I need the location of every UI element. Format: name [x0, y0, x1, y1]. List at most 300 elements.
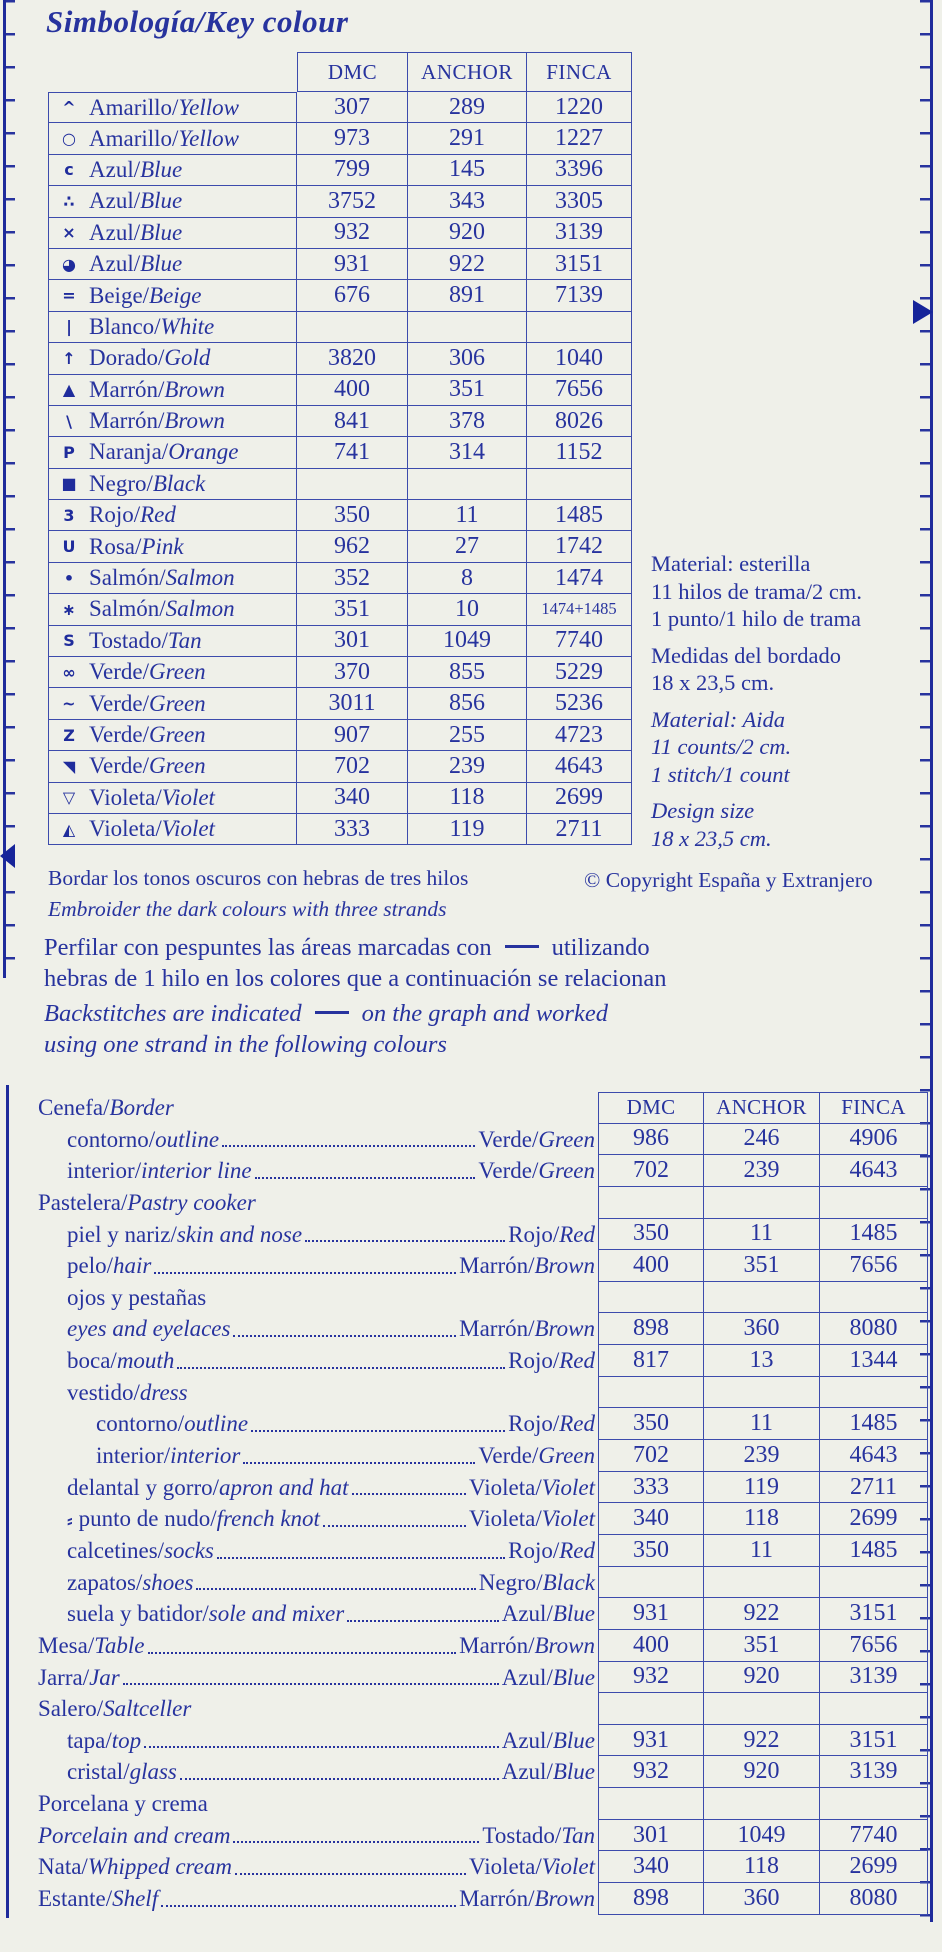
backstitch-cell-anchor — [704, 1187, 820, 1219]
backstitch-table-row — [598, 1788, 928, 1820]
backstitch-table-row — [598, 1219, 928, 1251]
backstitch-table-row — [598, 1503, 928, 1535]
colour-name-es: Verde — [89, 659, 143, 685]
item-label-es: interior — [96, 1443, 164, 1469]
slash: / — [161, 627, 168, 653]
slash: / — [159, 565, 166, 591]
item-label-en: Porcelain and cream — [38, 1822, 231, 1848]
backstitch-table-row — [598, 1345, 928, 1377]
backstitch-cell-finca: 2699 — [820, 1503, 928, 1535]
slash: / — [554, 1822, 562, 1848]
slash: / — [142, 722, 150, 747]
dot-leader — [154, 1272, 456, 1274]
backstitch-list-row — [38, 1345, 595, 1377]
key-row-name — [48, 155, 297, 186]
backstitch-intro-es-line2: hebras de 1 hilo en los colores que a continuación se relacionan — [44, 964, 667, 992]
backstitch-cell-dmc: 350 — [598, 1219, 704, 1251]
colour-name-en: Blue — [140, 251, 183, 277]
item-colour-es: Violeta — [469, 1474, 536, 1500]
key-table-row — [48, 406, 632, 437]
colour-name-en: Gold — [164, 345, 211, 371]
backstitch-cell-dmc: 400 — [598, 1630, 704, 1662]
colour-name-en: Green — [149, 690, 206, 716]
slash: / — [535, 1854, 542, 1880]
key-cell-finca: 1474+1485 — [527, 594, 632, 625]
key-cell-anchor: 8 — [408, 563, 527, 594]
item-colour-es: Verde — [478, 1126, 532, 1152]
slash: / — [87, 1632, 95, 1658]
item-label-es: zapatos — [67, 1569, 136, 1595]
item-colour-en: Violet — [541, 1506, 595, 1532]
material-note-line: Material: esterilla — [651, 551, 811, 576]
key-table-row — [48, 375, 632, 406]
slash: / — [110, 1348, 117, 1374]
slash: / — [148, 1126, 156, 1152]
caret-symbol: ^ — [62, 98, 76, 118]
material-note-line: 11 hilos de trama/2 cm. — [651, 578, 862, 604]
backstitch-cell-anchor: 920 — [704, 1756, 820, 1788]
colour-name-en: Red — [140, 502, 176, 528]
item-colour-en: Brown — [534, 1632, 595, 1658]
backstitch-cell-dmc: 340 — [598, 1503, 704, 1535]
slash: / — [536, 1569, 543, 1595]
item-label-en: dress — [139, 1379, 188, 1405]
backstitch-cell-finca: 8080 — [820, 1883, 928, 1915]
backstitch-cell-anchor: 922 — [704, 1725, 820, 1757]
item-label-en: french knot — [216, 1506, 320, 1532]
item-colour-es: Azul — [501, 1601, 547, 1627]
backstitch-cell-dmc: 931 — [598, 1725, 704, 1757]
slash: / — [528, 1886, 535, 1912]
key-cell-dmc: 932 — [297, 218, 408, 249]
dark-colours-note-en: Embroider the dark colours with three strands — [48, 897, 447, 921]
backstitch-table-row — [598, 1282, 928, 1314]
dot-leader — [222, 1145, 475, 1147]
key-cell-finca: 3139 — [527, 218, 632, 249]
letter-s-symbol: S — [63, 631, 75, 651]
key-cell-finca: 7139 — [527, 280, 632, 311]
slash: / — [121, 1189, 128, 1215]
key-table-row — [48, 437, 632, 468]
triangle-half-filled-symbol: ◭ — [62, 819, 76, 839]
backstitch-cell-finca: 4643 — [820, 1440, 928, 1472]
key-cell-anchor: 922 — [408, 249, 527, 280]
key-row-name — [48, 123, 297, 154]
item-colour-en: Red — [559, 1537, 595, 1563]
asterisk-symbol: ∗ — [62, 599, 76, 619]
key-table-row — [48, 186, 632, 217]
backstitch-cell-anchor: 360 — [704, 1313, 820, 1345]
item-label-en: glass — [129, 1759, 177, 1785]
colour-name-es: Verde — [89, 753, 143, 779]
item-label-en: outline — [184, 1411, 249, 1437]
key-cell-finca: 5229 — [527, 657, 632, 688]
item-colour-en: Blue — [552, 1664, 595, 1690]
backstitch-table-row — [598, 1377, 928, 1409]
backstitch-cell-dmc: 931 — [598, 1598, 704, 1630]
key-cell-anchor: 343 — [408, 186, 527, 217]
backstitch-cell-dmc: 350 — [598, 1408, 704, 1440]
colour-name-es: Negro — [89, 470, 147, 496]
backstitch-cell-anchor: 1049 — [704, 1820, 820, 1852]
material-notes — [651, 550, 936, 861]
backstitch-cell-finca: 2699 — [820, 1851, 928, 1883]
item-colour-es: Marrón — [459, 1886, 529, 1912]
item-colour-en: Tan — [561, 1822, 595, 1848]
key-cell-anchor: 10 — [408, 594, 527, 625]
backstitch-list-row — [38, 1693, 595, 1725]
key-table-row — [48, 155, 632, 186]
slash: / — [105, 1727, 112, 1753]
slash: / — [135, 1569, 143, 1595]
backstitch-cell-dmc: 301 — [598, 1820, 704, 1852]
key-cell-dmc: 340 — [297, 783, 408, 814]
key-colour-table — [48, 52, 632, 845]
key-row-name — [48, 218, 297, 249]
backstitch-cell-anchor — [704, 1788, 820, 1820]
item-label-en: eyes and eyelaces — [67, 1316, 231, 1342]
item-label-en: Whipped cream — [87, 1854, 232, 1880]
dot-leader — [144, 1746, 499, 1748]
slash: / — [170, 1221, 177, 1247]
dot-leader — [217, 1557, 505, 1559]
slash: / — [157, 376, 165, 402]
key-cell-anchor: 306 — [408, 343, 527, 374]
key-cell-anchor: 119 — [408, 814, 527, 845]
backstitch-list-row — [38, 1630, 595, 1662]
key-cell-dmc: 307 — [297, 92, 408, 123]
key-cell-dmc: 931 — [297, 249, 408, 280]
key-cell-anchor: 291 — [408, 123, 527, 154]
backstitch-cell-dmc — [598, 1693, 704, 1725]
backstitch-table-row — [598, 1756, 928, 1788]
cross-symbol: × — [62, 223, 76, 243]
key-cell-dmc — [297, 469, 408, 500]
key-row-name — [48, 720, 297, 751]
colour-name-es: Azul — [89, 156, 134, 182]
key-cell-anchor: 289 — [408, 92, 527, 123]
key-cell-anchor: 920 — [408, 218, 527, 249]
slash: / — [552, 1537, 560, 1563]
slash: / — [161, 439, 169, 465]
backstitch-list-row — [38, 1883, 595, 1915]
dot-leader — [123, 1683, 499, 1685]
colour-name-es: Salmón — [89, 565, 160, 591]
slash: / — [172, 94, 179, 120]
backstitch-cell-anchor: 11 — [704, 1408, 820, 1440]
backstitch-cell-anchor: 11 — [704, 1219, 820, 1251]
backstitch-cell-anchor — [704, 1693, 820, 1725]
key-cell-dmc: 350 — [297, 500, 408, 531]
colour-name-es: Tostado — [89, 627, 162, 653]
key-table-row — [48, 594, 632, 625]
colour-name-es: Violeta — [89, 816, 156, 842]
colour-name-en: Green — [149, 659, 206, 685]
slash: / — [535, 1506, 542, 1532]
backstitch-table-row — [598, 1598, 928, 1630]
item-label-en: Table — [94, 1632, 145, 1658]
key-row-name — [48, 406, 297, 437]
triangle-filled-symbol: ▲ — [62, 380, 76, 400]
backstitch-cell-finca: 7740 — [820, 1820, 928, 1852]
key-row-name — [48, 343, 297, 374]
slash: / — [157, 408, 165, 434]
backstitch-list-row — [38, 1282, 595, 1314]
left-arrow-icon — [0, 844, 15, 868]
key-row-name — [48, 500, 297, 531]
page-title: Simbología/Key colour — [46, 4, 349, 39]
colour-name-es: Marrón — [89, 376, 158, 402]
backstitch-table-header — [598, 1092, 928, 1124]
key-row-name — [48, 312, 297, 343]
backstitch-table-rows — [598, 1124, 928, 1915]
item-colour-es: Violeta — [469, 1506, 536, 1532]
section-left-border-line — [6, 1085, 9, 1918]
colour-name-en: Yellow — [178, 125, 239, 151]
item-colour-es: Marrón — [459, 1253, 529, 1279]
colour-name-es: Marrón — [89, 408, 158, 434]
colour-name-en: Brown — [164, 376, 225, 402]
backstitch-cell-dmc: 932 — [598, 1662, 704, 1694]
material-note-es-size — [651, 642, 936, 697]
backstitch-table-row — [598, 1630, 928, 1662]
backstitch-cell-finca: 7656 — [820, 1250, 928, 1282]
slash: / — [146, 470, 153, 496]
item-label-es: Mesa — [38, 1632, 88, 1658]
item-colour-en: Brown — [534, 1253, 595, 1279]
slash: / — [133, 156, 141, 182]
backstitch-list-row — [38, 1503, 595, 1535]
colour-name-en: Violet — [161, 784, 215, 810]
key-cell-dmc: 3752 — [297, 186, 408, 217]
key-row-name — [48, 437, 297, 468]
backstitch-list-row — [38, 1820, 595, 1852]
dot-leader — [347, 1620, 499, 1622]
dot-symbol: • — [63, 568, 75, 588]
colour-name-es: Blanco — [89, 313, 155, 339]
backstitch-cell-anchor: 118 — [704, 1851, 820, 1883]
key-cell-dmc: 702 — [297, 751, 408, 782]
key-cell-dmc: 3011 — [297, 688, 408, 719]
key-row-name — [48, 783, 297, 814]
backstitch-list-row — [38, 1725, 595, 1757]
item-colour-es: Marrón — [459, 1316, 529, 1342]
colour-name-en: Violet — [161, 816, 215, 842]
key-table-row — [48, 720, 632, 751]
pie-circle-symbol: ◕ — [62, 254, 76, 274]
item-label-es: Porcelana y crema — [38, 1791, 208, 1817]
backstitch-cell-dmc: 817 — [598, 1345, 704, 1377]
colour-name-en: White — [160, 313, 215, 339]
key-row-name — [48, 469, 297, 500]
slash: / — [202, 1601, 209, 1627]
dot-leader — [161, 1905, 456, 1907]
slash: / — [142, 659, 150, 685]
backstitch-table-row — [598, 1535, 928, 1567]
key-table-row — [48, 312, 632, 343]
bar-symbol: | — [66, 317, 72, 337]
backstitch-list-row — [38, 1124, 595, 1156]
slash: / — [210, 1506, 217, 1532]
slash: / — [157, 345, 165, 371]
backstitch-cell-anchor: 360 — [704, 1883, 820, 1915]
key-cell-finca: 2711 — [527, 814, 632, 845]
slash: / — [531, 1126, 539, 1152]
key-header-dmc: DMC — [297, 52, 408, 92]
backstitch-cell-anchor: 351 — [704, 1630, 820, 1662]
backstitch-table-row — [598, 1820, 928, 1852]
item-label-en: interior — [170, 1443, 241, 1469]
backstitch-list-row — [38, 1851, 595, 1883]
dot-leader — [177, 1367, 505, 1369]
material-note-line: 18 x 23,5 cm. — [651, 670, 775, 695]
backstitch-cell-dmc: 350 — [598, 1535, 704, 1567]
slash: / — [177, 1411, 185, 1437]
dot-leader — [180, 1778, 499, 1780]
key-table-row — [48, 249, 632, 280]
colour-name-en: Yellow — [178, 94, 239, 120]
key-table-row — [48, 783, 632, 814]
key-row-name — [48, 626, 297, 657]
item-label-en: Border — [109, 1095, 174, 1120]
key-cell-anchor: 118 — [408, 783, 527, 814]
dot-leader — [243, 1462, 475, 1464]
french-knot-symbol: ⸗ — [67, 1511, 73, 1532]
backstitch-cell-finca: 1344 — [820, 1345, 928, 1377]
item-colour-en: Blue — [552, 1601, 595, 1627]
item-colour-en: Brown — [534, 1886, 595, 1912]
key-cell-finca: 1227 — [527, 123, 632, 154]
backstitch-mark-icon — [315, 1011, 349, 1014]
dot-leader — [233, 1335, 456, 1337]
backstitch-table-row — [598, 1250, 928, 1282]
key-cell-anchor: 239 — [408, 751, 527, 782]
slash: / — [142, 282, 150, 308]
key-cell-dmc: 676 — [297, 280, 408, 311]
item-colour-en: Green — [538, 1126, 595, 1152]
colour-name-en: Brown — [164, 408, 225, 434]
equals-symbol: = — [62, 286, 76, 306]
colour-name-es: Verde — [89, 722, 143, 747]
key-cell-finca: 3151 — [527, 249, 632, 280]
backstitch-table-row — [598, 1408, 928, 1440]
slash: / — [154, 313, 161, 339]
backstitch-cell-finca: 4643 — [820, 1155, 928, 1187]
key-cell-finca — [527, 312, 632, 343]
slash: / — [531, 1443, 539, 1469]
item-label-es: Pastelera — [38, 1189, 122, 1215]
key-cell-anchor: 314 — [408, 437, 527, 468]
key-cell-dmc: 400 — [297, 375, 408, 406]
key-cell-finca: 2699 — [527, 783, 632, 814]
backstitch-cell-anchor: 922 — [704, 1598, 820, 1630]
colour-name-es: Rojo — [89, 502, 134, 528]
backstitch-table — [598, 1092, 928, 1915]
backstitch-cell-anchor: 239 — [704, 1440, 820, 1472]
item-colour-en: Violet — [541, 1474, 595, 1500]
backstitch-cell-dmc: 400 — [598, 1250, 704, 1282]
colour-name-es: Violeta — [89, 784, 156, 810]
item-label-en: sole and mixer — [208, 1601, 345, 1627]
item-colour-en: Green — [538, 1443, 595, 1469]
item-label-es: cristal — [67, 1759, 124, 1785]
backstitch-list-row — [38, 1187, 595, 1219]
material-note-line: 1 stitch/1 count — [651, 761, 790, 787]
key-cell-finca: 7656 — [527, 375, 632, 406]
item-label-es: ojos y pestañas — [67, 1284, 207, 1310]
dot-leader — [352, 1493, 467, 1495]
letter-c-symbol: c — [64, 160, 74, 180]
slash: / — [155, 784, 162, 810]
item-label-en: top — [111, 1727, 142, 1753]
slash: / — [546, 1664, 553, 1690]
circle-outline-symbol: ○ — [62, 129, 76, 149]
material-note-es-fabric — [651, 550, 936, 633]
backstitch-cell-finca: 1485 — [820, 1535, 928, 1567]
backstitch-table-row — [598, 1662, 928, 1694]
backstitch-cell-finca — [820, 1282, 928, 1314]
key-row-name — [48, 688, 297, 719]
letter-z-symbol: Z — [63, 725, 75, 745]
dot-leader — [148, 1652, 457, 1654]
grid-ruler-left-ticks — [6, 0, 15, 978]
colour-name-en: Green — [149, 753, 206, 779]
grid-ruler-right-line — [930, 0, 933, 1922]
triangle-down-outline-symbol: ▽ — [62, 788, 76, 808]
item-label-en: apron and hat — [219, 1474, 349, 1500]
slash: / — [133, 502, 141, 528]
material-note-line: Medidas del bordado — [651, 642, 841, 668]
backstitch-list — [38, 1092, 595, 1915]
dot-leader — [235, 1873, 466, 1875]
backstitch-cell-finca: 2711 — [820, 1472, 928, 1504]
backstitch-cell-finca: 3139 — [820, 1756, 928, 1788]
backstitch-intro-en-line2: using one strand in the following colours — [44, 1030, 447, 1058]
key-cell-finca: 4723 — [527, 720, 632, 751]
backstitch-table-row — [598, 1883, 928, 1915]
backstitch-table-row — [598, 1440, 928, 1472]
key-cell-dmc: 799 — [297, 155, 408, 186]
backstitch-list-row — [38, 1535, 595, 1567]
backstitch-header-anchor: ANCHOR — [704, 1092, 820, 1124]
backstitch-cell-finca — [820, 1187, 928, 1219]
key-row-name — [48, 186, 297, 217]
item-colour-es: Rojo — [508, 1348, 553, 1374]
item-colour-es: Violeta — [469, 1854, 536, 1880]
item-colour-en: Green — [538, 1158, 595, 1184]
intro-en-text2: on the graph and worked — [361, 1000, 608, 1027]
backstitch-cell-finca: 3139 — [820, 1662, 928, 1694]
slash: / — [133, 219, 141, 245]
backstitch-header-dmc: DMC — [598, 1092, 704, 1124]
key-header-anchor: ANCHOR — [408, 52, 527, 92]
key-table-row — [48, 469, 632, 500]
item-label-es: contorno — [67, 1126, 149, 1152]
key-table-row — [48, 657, 632, 688]
slash: / — [81, 1854, 88, 1880]
item-colour-es: Verde — [478, 1158, 532, 1184]
backstitch-list-row — [38, 1472, 595, 1504]
backstitch-cell-finca — [820, 1788, 928, 1820]
item-colour-en: Blue — [552, 1727, 595, 1753]
key-cell-finca: 5236 — [527, 688, 632, 719]
backstitch-cell-anchor: 920 — [704, 1662, 820, 1694]
item-label-es: vestido — [67, 1379, 134, 1405]
item-label-es: piel y nariz — [67, 1221, 171, 1247]
key-row-name — [48, 531, 297, 562]
colour-name-es: Dorado — [89, 345, 158, 371]
slash: / — [528, 1316, 535, 1342]
